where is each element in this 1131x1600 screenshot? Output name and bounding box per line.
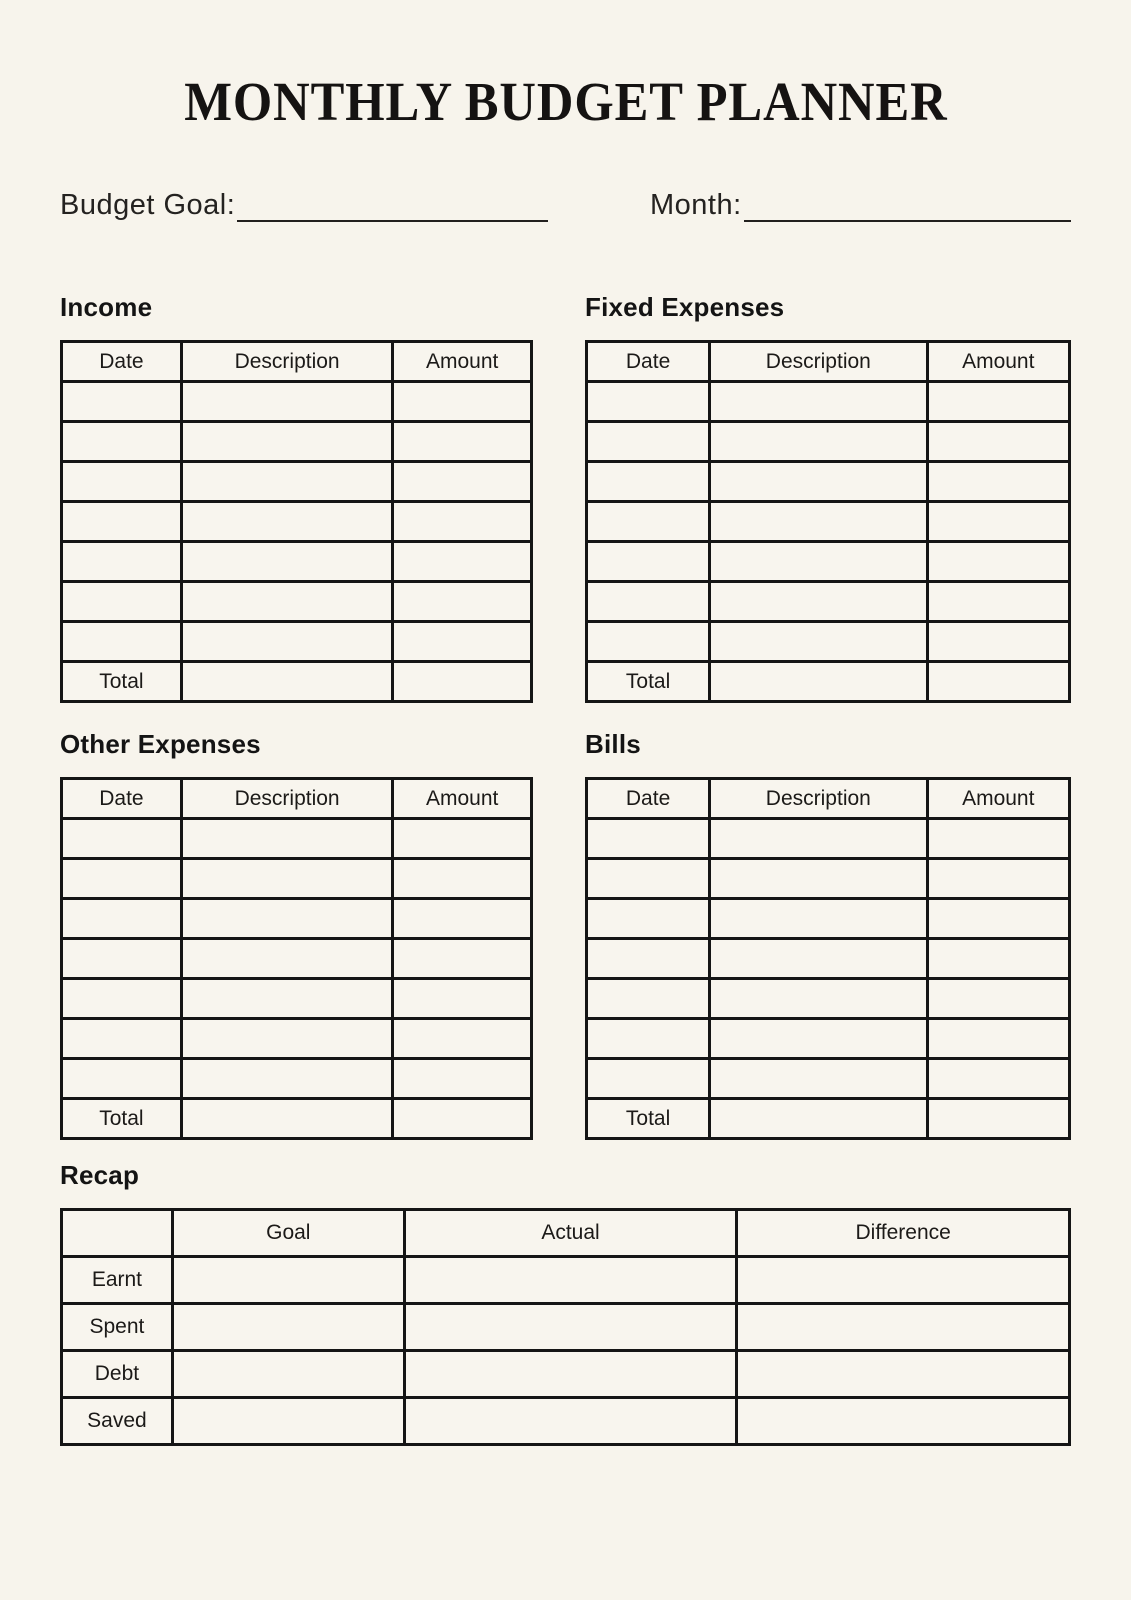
income-row <box>62 422 532 462</box>
budget-goal-field-group <box>60 184 548 222</box>
other-expenses-col-amount: Amount <box>393 779 532 819</box>
bills-cell[interactable] <box>587 899 710 939</box>
income-cell[interactable] <box>62 422 182 462</box>
other-expenses-cell[interactable] <box>393 1059 532 1099</box>
fixed-expenses-total-row <box>587 662 1070 702</box>
other-expenses-cell[interactable] <box>62 979 182 1019</box>
month-label: Month: <box>650 189 742 221</box>
other-expenses-section <box>60 729 533 1140</box>
income-cell[interactable] <box>181 622 393 662</box>
bills-total-description-cell[interactable] <box>710 1099 927 1139</box>
bills-row <box>587 899 1070 939</box>
bills-cell[interactable] <box>927 819 1070 859</box>
other-expenses-cell[interactable] <box>181 899 393 939</box>
fixed-expenses-cell[interactable] <box>927 462 1070 502</box>
income-total-description-cell[interactable] <box>181 662 393 702</box>
fixed-expenses-row <box>587 382 1070 422</box>
other-expenses-row <box>62 1059 532 1099</box>
fixed-expenses-cell[interactable] <box>587 582 710 622</box>
bills-cell[interactable] <box>927 939 1070 979</box>
other-expenses-cell[interactable] <box>393 859 532 899</box>
ledger-grid <box>60 292 1071 1140</box>
fixed-expenses-cell[interactable] <box>710 542 927 582</box>
recap-difference-cell[interactable] <box>737 1257 1070 1304</box>
other-expenses-heading: Other Expenses <box>60 729 261 759</box>
fixed-expenses-cell[interactable] <box>587 542 710 582</box>
income-col-description: Description <box>181 342 393 382</box>
recap-heading: Recap <box>60 1160 140 1190</box>
bills-cell[interactable] <box>710 979 927 1019</box>
fixed-expenses-col-amount: Amount <box>927 342 1070 382</box>
recap-table <box>60 1208 1071 1446</box>
other-expenses-row <box>62 859 532 899</box>
other-expenses-cell[interactable] <box>62 859 182 899</box>
fixed-expenses-col-date: Date <box>587 342 710 382</box>
other-expenses-row <box>62 819 532 859</box>
other-expenses-cell[interactable] <box>62 1019 182 1059</box>
bills-table <box>585 777 1071 1140</box>
fixed-expenses-total-amount-cell[interactable] <box>927 662 1070 702</box>
fixed-expenses-row <box>587 622 1070 662</box>
recap-row-label: Saved <box>62 1398 173 1445</box>
fixed-expenses-row <box>587 542 1070 582</box>
income-row <box>62 542 532 582</box>
bills-cell[interactable] <box>587 819 710 859</box>
bills-total-row <box>587 1099 1070 1139</box>
fixed-expenses-section <box>585 292 1071 703</box>
fixed-expenses-cell[interactable] <box>927 382 1070 422</box>
recap-row-label: Debt <box>62 1351 173 1398</box>
recap-row-label: Earnt <box>62 1257 173 1304</box>
bills-total-label: Total <box>587 1099 710 1139</box>
budget-goal-input-line[interactable] <box>237 184 548 222</box>
income-cell[interactable] <box>62 542 182 582</box>
income-cell[interactable] <box>181 382 393 422</box>
recap-difference-cell[interactable] <box>737 1398 1070 1445</box>
bills-row <box>587 979 1070 1019</box>
recap-col-goal: Goal <box>172 1210 404 1257</box>
fixed-expenses-cell[interactable] <box>710 422 927 462</box>
other-expenses-row <box>62 979 532 1019</box>
income-cell[interactable] <box>393 502 532 542</box>
fixed-expenses-cell[interactable] <box>710 462 927 502</box>
other-expenses-total-label: Total <box>62 1099 182 1139</box>
other-expenses-cell[interactable] <box>62 819 182 859</box>
income-row <box>62 382 532 422</box>
bills-row <box>587 1059 1070 1099</box>
bills-row <box>587 939 1070 979</box>
other-expenses-row <box>62 899 532 939</box>
income-total-label: Total <box>62 662 182 702</box>
other-expenses-cell[interactable] <box>181 979 393 1019</box>
bills-col-date: Date <box>587 779 710 819</box>
income-cell[interactable] <box>62 502 182 542</box>
fixed-expenses-row <box>587 582 1070 622</box>
income-cell[interactable] <box>393 542 532 582</box>
bills-row <box>587 819 1070 859</box>
fixed-expenses-cell[interactable] <box>710 502 927 542</box>
other-expenses-cell[interactable] <box>393 939 532 979</box>
bills-cell[interactable] <box>927 1019 1070 1059</box>
fixed-expenses-cell[interactable] <box>710 382 927 422</box>
income-row <box>62 502 532 542</box>
other-expenses-total-amount-cell[interactable] <box>393 1099 532 1139</box>
bills-row <box>587 859 1070 899</box>
bills-cell[interactable] <box>587 939 710 979</box>
other-expenses-cell[interactable] <box>62 939 182 979</box>
fixed-expenses-cell[interactable] <box>587 622 710 662</box>
other-expenses-cell[interactable] <box>181 1019 393 1059</box>
fixed-expenses-row <box>587 502 1070 542</box>
other-expenses-cell[interactable] <box>181 939 393 979</box>
other-expenses-table <box>60 777 533 1140</box>
fixed-expenses-cell[interactable] <box>927 622 1070 662</box>
bills-col-amount: Amount <box>927 779 1070 819</box>
bills-cell[interactable] <box>927 979 1070 1019</box>
fixed-expenses-cell[interactable] <box>587 422 710 462</box>
other-expenses-cell[interactable] <box>393 1019 532 1059</box>
other-expenses-cell[interactable] <box>393 899 532 939</box>
bills-cell[interactable] <box>710 819 927 859</box>
income-cell[interactable] <box>393 382 532 422</box>
bills-cell[interactable] <box>710 939 927 979</box>
income-cell[interactable] <box>393 622 532 662</box>
recap-actual-cell[interactable] <box>404 1304 737 1351</box>
fixed-expenses-total-label: Total <box>587 662 710 702</box>
recap-col-actual: Actual <box>404 1210 737 1257</box>
other-expenses-cell[interactable] <box>181 1059 393 1099</box>
other-expenses-cell[interactable] <box>181 819 393 859</box>
income-cell[interactable] <box>181 422 393 462</box>
other-expenses-total-row <box>62 1099 532 1139</box>
page-title <box>60 0 1071 134</box>
bills-cell[interactable] <box>587 1059 710 1099</box>
income-heading: Income <box>60 292 153 322</box>
bills-cell[interactable] <box>927 899 1070 939</box>
recap-row-label: Spent <box>62 1304 173 1351</box>
month-input-line[interactable] <box>744 184 1071 222</box>
other-expenses-header-row <box>62 779 532 819</box>
other-expenses-cell[interactable] <box>62 899 182 939</box>
income-cell[interactable] <box>393 582 532 622</box>
recap-row-debt <box>62 1351 1070 1398</box>
other-expenses-cell[interactable] <box>393 979 532 1019</box>
recap-goal-cell[interactable] <box>172 1257 404 1304</box>
recap-goal-cell[interactable] <box>172 1304 404 1351</box>
month-field-group <box>650 184 1071 222</box>
fixed-expenses-col-description: Description <box>710 342 927 382</box>
income-section <box>60 292 533 703</box>
income-row <box>62 622 532 662</box>
bills-cell[interactable] <box>710 899 927 939</box>
income-cell[interactable] <box>62 382 182 422</box>
income-table <box>60 340 533 703</box>
page-title-text: MONTHLY BUDGET PLANNER <box>183 71 948 132</box>
income-cell[interactable] <box>62 582 182 622</box>
fixed-expenses-cell[interactable] <box>927 422 1070 462</box>
bills-cell[interactable] <box>587 979 710 1019</box>
header-fields <box>60 184 1071 222</box>
other-expenses-row <box>62 1019 532 1059</box>
fixed-expenses-total-description-cell[interactable] <box>710 662 927 702</box>
budget-goal-label: Budget Goal: <box>60 189 236 221</box>
recap-col-blank <box>62 1210 173 1257</box>
fixed-expenses-cell[interactable] <box>927 582 1070 622</box>
income-cell[interactable] <box>181 582 393 622</box>
fixed-expenses-cell[interactable] <box>587 382 710 422</box>
recap-actual-cell[interactable] <box>404 1398 737 1445</box>
fixed-expenses-cell[interactable] <box>927 502 1070 542</box>
fixed-expenses-table <box>585 340 1071 703</box>
income-total-row <box>62 662 532 702</box>
recap-difference-cell[interactable] <box>737 1304 1070 1351</box>
bills-cell[interactable] <box>587 1019 710 1059</box>
bills-total-amount-cell[interactable] <box>927 1099 1070 1139</box>
bills-cell[interactable] <box>927 1059 1070 1099</box>
income-cell[interactable] <box>181 542 393 582</box>
other-expenses-cell[interactable] <box>62 1059 182 1099</box>
recap-difference-cell[interactable] <box>737 1351 1070 1398</box>
income-cell[interactable] <box>62 622 182 662</box>
income-row <box>62 462 532 502</box>
recap-actual-cell[interactable] <box>404 1351 737 1398</box>
other-expenses-col-date: Date <box>62 779 182 819</box>
recap-row-saved <box>62 1398 1070 1445</box>
fixed-expenses-cell[interactable] <box>710 622 927 662</box>
income-col-amount: Amount <box>393 342 532 382</box>
recap-row-earnt <box>62 1257 1070 1304</box>
bills-section <box>585 729 1071 1140</box>
bills-header-row <box>587 779 1070 819</box>
fixed-expenses-cell[interactable] <box>587 502 710 542</box>
income-cell[interactable] <box>393 462 532 502</box>
fixed-expenses-cell[interactable] <box>927 542 1070 582</box>
recap-header-row <box>62 1210 1070 1257</box>
bills-row <box>587 1019 1070 1059</box>
bills-col-description: Description <box>710 779 927 819</box>
recap-goal-cell[interactable] <box>172 1398 404 1445</box>
income-header-row <box>62 342 532 382</box>
bills-cell[interactable] <box>710 859 927 899</box>
other-expenses-total-description-cell[interactable] <box>181 1099 393 1139</box>
recap-section <box>60 1160 1071 1446</box>
bills-heading: Bills <box>585 729 641 759</box>
bills-cell[interactable] <box>927 859 1070 899</box>
other-expenses-cell[interactable] <box>181 859 393 899</box>
bills-cell[interactable] <box>710 1019 927 1059</box>
income-total-amount-cell[interactable] <box>393 662 532 702</box>
income-cell[interactable] <box>181 462 393 502</box>
fixed-expenses-cell[interactable] <box>587 462 710 502</box>
income-row <box>62 582 532 622</box>
recap-goal-cell[interactable] <box>172 1351 404 1398</box>
fixed-expenses-row <box>587 462 1070 502</box>
fixed-expenses-header-row <box>587 342 1070 382</box>
income-cell[interactable] <box>181 502 393 542</box>
recap-actual-cell[interactable] <box>404 1257 737 1304</box>
income-col-date: Date <box>62 342 182 382</box>
recap-row-spent <box>62 1304 1070 1351</box>
other-expenses-cell[interactable] <box>393 819 532 859</box>
bills-cell[interactable] <box>710 1059 927 1099</box>
income-cell[interactable] <box>62 462 182 502</box>
other-expenses-col-description: Description <box>181 779 393 819</box>
fixed-expenses-row <box>587 422 1070 462</box>
fixed-expenses-heading: Fixed Expenses <box>585 292 785 322</box>
other-expenses-row <box>62 939 532 979</box>
recap-col-difference: Difference <box>737 1210 1070 1257</box>
bills-cell[interactable] <box>587 859 710 899</box>
income-cell[interactable] <box>393 422 532 462</box>
fixed-expenses-cell[interactable] <box>710 582 927 622</box>
